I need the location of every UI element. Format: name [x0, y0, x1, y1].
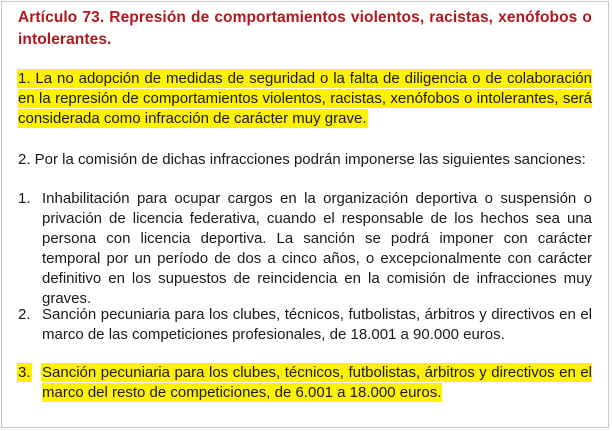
list-item: [18, 363, 592, 403]
highlighted-text: Sanción pecuniaria para los clubes, técnicos, futbolistas, árbitros y directivos en el marco del resto de competiciones, de 6.001 a 18.000 euros.: [42, 364, 592, 401]
list-item-text: Inhabilitación para ocupar cargos en la organización deportiva o suspensión o privación de licencia federativa, cuando el responsable de los hechos sea una persona con licencia deportiva. La sanción se podrá imponer con carácter temporal por un período de dos a cinco años, o excepcionalmente con carácter definitivo en los supuestos de reincidencia en la comisión de infracciones muy graves.: [42, 190, 592, 307]
highlighted-text: 1. La no adopción de medidas de seguridad o la falta de diligencia o de colaboración en la represión de comportamientos violentos, racistas, xenófobos o intolerantes, será considerada como infracción de carácter muy grave.: [18, 70, 592, 127]
article-title: Artículo 73. Represión de comportamientos violentos, racistas, xenófobos o intolerantes.: [18, 9, 592, 48]
list-item: [18, 305, 592, 345]
list-item: [18, 189, 592, 309]
paragraph-2: 2. Por la comisión de dichas infracciones podrán imponerse las siguientes sanciones:: [18, 151, 586, 168]
list-item-text: Sanción pecuniaria para los clubes, técnicos, futbolistas, árbitros y directivos en el marco de las competiciones profesionales, de 18.001 a 90.000 euros.: [42, 306, 592, 343]
highlighted-number: 3.: [18, 364, 31, 381]
list-item-number: [18, 363, 42, 403]
document-page: [18, 7, 592, 401]
list-item-number: 2.: [18, 306, 31, 323]
paragraph-1: [18, 69, 592, 129]
list-item-number: 1.: [18, 190, 31, 207]
list-item-text: [42, 363, 592, 403]
